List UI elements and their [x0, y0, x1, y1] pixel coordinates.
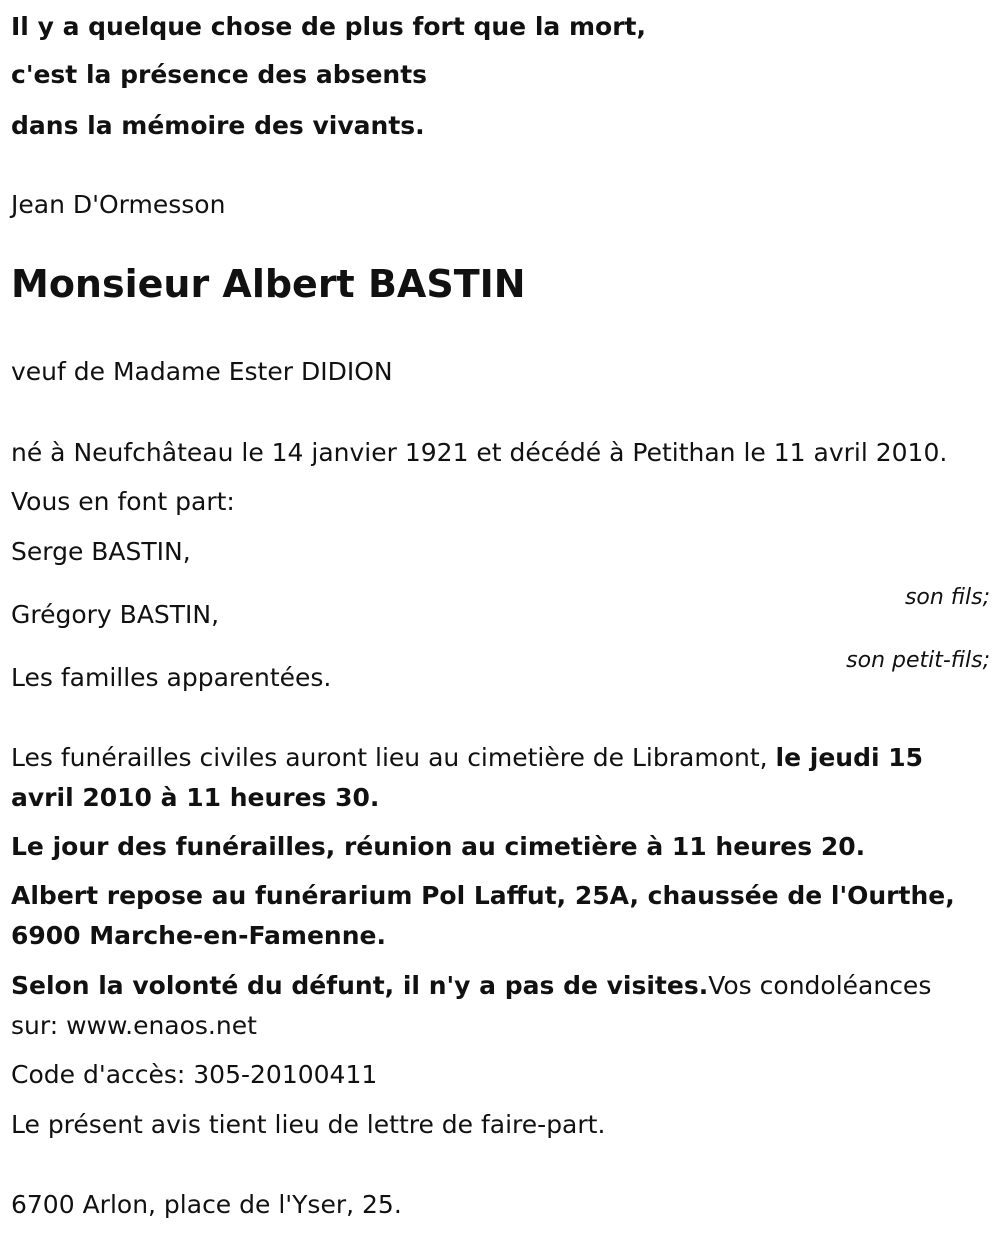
family-member-name: Grégory BASTIN,	[11, 600, 220, 629]
quote-line-2: c'est la présence des absents	[11, 60, 428, 89]
family-member-relation: son fils;	[904, 585, 990, 610]
visits-text: Selon la volonté du défunt, il n'y a pas de visites.	[11, 971, 709, 1000]
visits-paragraph	[11, 966, 986, 1046]
meeting-line: Le jour des funérailles, réunion au cimetière à 11 heures 20.	[11, 832, 866, 861]
access-code: Code d'accès: 305-20100411	[11, 1060, 378, 1089]
rest-place-paragraph: Albert repose au funérarium Pol Laffut, 25A, chaussée de l'Ourthe, 6900 Marche-en-Famenne.	[11, 881, 955, 950]
quote-line-3: dans la mémoire des vivants.	[11, 111, 425, 140]
notice-line: Le présent avis tient lieu de lettre de faire-part.	[11, 1110, 606, 1139]
ceremony-paragraph	[11, 738, 986, 818]
ceremony-text: Les funérailles civiles auront lieu au cimetière de Libramont,	[11, 743, 776, 772]
spouse-line: veuf de Madame Ester DIDION	[11, 357, 393, 386]
condolences-text: Vos condoléances sur: www.enaos.net	[11, 971, 932, 1040]
birth-death-line: né à Neufchâteau le 14 janvier 1921 et décédé à Petithan le 11 avril 2010.	[11, 438, 948, 467]
family-member-relation: son petit-fils;	[846, 648, 990, 673]
quote-author: Jean D'Ormesson	[11, 190, 226, 219]
family-member-name: Serge BASTIN,	[11, 537, 191, 566]
ceremony-date: le jeudi 15 avril 2010 à 11 heures 30.	[11, 743, 924, 812]
quote-line-1: Il y a quelque chose de plus fort que la mort,	[11, 12, 646, 41]
deceased-name: Monsieur Albert BASTIN	[11, 262, 526, 306]
family-intro: Vous en font part:	[11, 487, 235, 516]
address-line: 6700 Arlon, place de l'Yser, 25.	[11, 1190, 402, 1219]
related-families: Les familles apparentées.	[11, 663, 332, 692]
